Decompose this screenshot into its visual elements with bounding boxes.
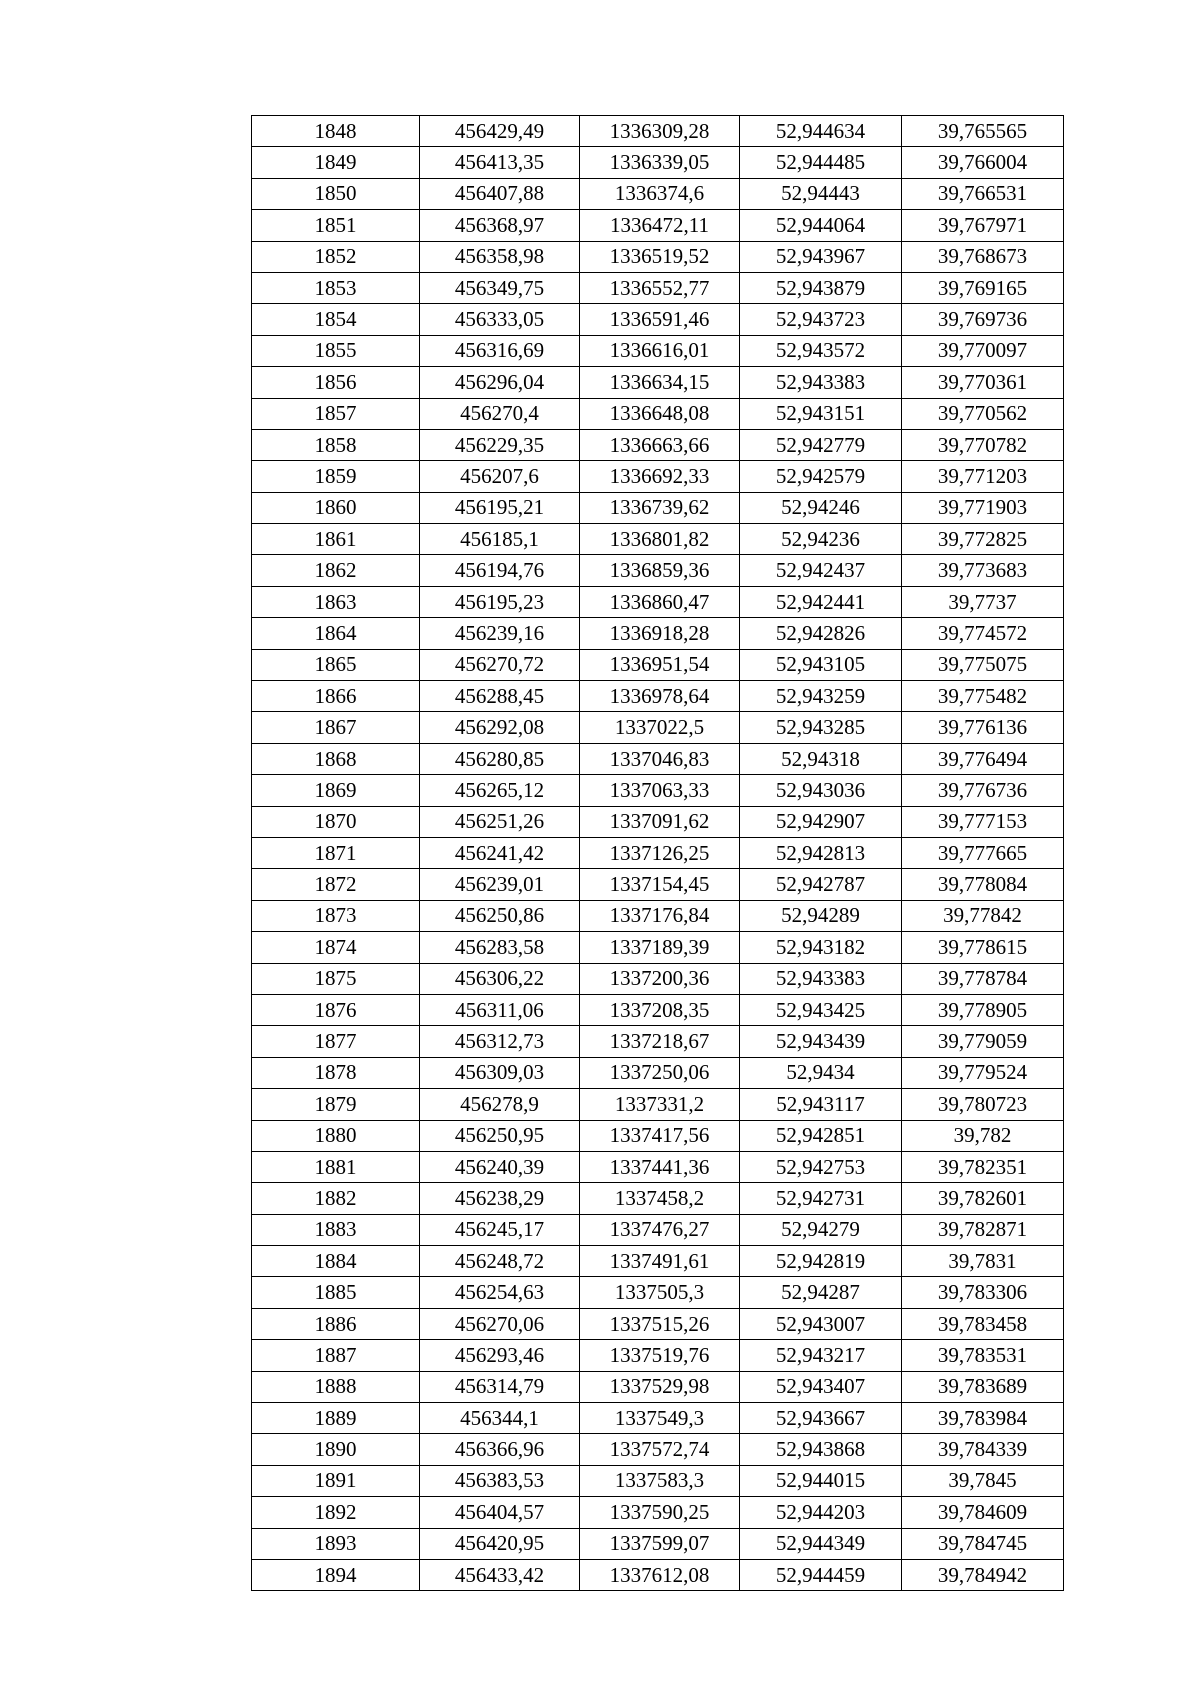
latitude-cell: 52,94443 [740,178,902,209]
y-coordinate-cell: 1337441,36 [580,1151,740,1182]
latitude-cell: 52,943036 [740,775,902,806]
longitude-cell: 39,775075 [902,649,1064,680]
latitude-cell: 52,943425 [740,994,902,1025]
y-coordinate-cell: 1336663,66 [580,429,740,460]
longitude-cell: 39,765565 [902,116,1064,147]
y-coordinate-cell: 1337250,06 [580,1057,740,1088]
y-coordinate-cell: 1337154,45 [580,869,740,900]
point-number-cell: 1867 [252,712,420,743]
x-coordinate-cell: 456312,73 [420,1026,580,1057]
table-row [252,900,1064,931]
longitude-cell: 39,766004 [902,147,1064,178]
table-row [252,806,1064,837]
table-row [252,618,1064,649]
y-coordinate-cell: 1336552,77 [580,272,740,303]
point-number-cell: 1848 [252,116,420,147]
y-coordinate-cell: 1336648,08 [580,398,740,429]
x-coordinate-cell: 456280,85 [420,743,580,774]
latitude-cell: 52,943182 [740,932,902,963]
point-number-cell: 1893 [252,1528,420,1559]
longitude-cell: 39,770562 [902,398,1064,429]
longitude-cell: 39,783458 [902,1308,1064,1339]
latitude-cell: 52,942753 [740,1151,902,1182]
x-coordinate-cell: 456248,72 [420,1246,580,1277]
longitude-cell: 39,7737 [902,586,1064,617]
point-number-cell: 1877 [252,1026,420,1057]
point-number-cell: 1849 [252,147,420,178]
latitude-cell: 52,944203 [740,1497,902,1528]
latitude-cell: 52,942437 [740,555,902,586]
x-coordinate-cell: 456250,95 [420,1120,580,1151]
longitude-cell: 39,784609 [902,1497,1064,1528]
table-row [252,335,1064,366]
latitude-cell: 52,943217 [740,1340,902,1371]
table-row [252,210,1064,241]
point-number-cell: 1891 [252,1465,420,1496]
table-row [252,524,1064,555]
table-row [252,555,1064,586]
y-coordinate-cell: 1337417,56 [580,1120,740,1151]
latitude-cell: 52,943105 [740,649,902,680]
x-coordinate-cell: 456194,76 [420,555,580,586]
longitude-cell: 39,769165 [902,272,1064,303]
x-coordinate-cell: 456239,01 [420,869,580,900]
table-row [252,1371,1064,1402]
longitude-cell: 39,778084 [902,869,1064,900]
y-coordinate-cell: 1337126,25 [580,837,740,868]
longitude-cell: 39,775482 [902,681,1064,712]
latitude-cell: 52,942787 [740,869,902,900]
longitude-cell: 39,779524 [902,1057,1064,1088]
x-coordinate-cell: 456278,9 [420,1089,580,1120]
latitude-cell: 52,942813 [740,837,902,868]
latitude-cell: 52,94236 [740,524,902,555]
x-coordinate-cell: 456306,22 [420,963,580,994]
y-coordinate-cell: 1336634,15 [580,367,740,398]
latitude-cell: 52,943285 [740,712,902,743]
x-coordinate-cell: 456358,98 [420,241,580,272]
y-coordinate-cell: 1336951,54 [580,649,740,680]
longitude-cell: 39,766531 [902,178,1064,209]
point-number-cell: 1890 [252,1434,420,1465]
point-number-cell: 1850 [252,178,420,209]
longitude-cell: 39,782871 [902,1214,1064,1245]
point-number-cell: 1862 [252,555,420,586]
table-row [252,1120,1064,1151]
point-number-cell: 1852 [252,241,420,272]
longitude-cell: 39,774572 [902,618,1064,649]
point-number-cell: 1887 [252,1340,420,1371]
y-coordinate-cell: 1337529,98 [580,1371,740,1402]
x-coordinate-cell: 456404,57 [420,1497,580,1528]
y-coordinate-cell: 1337612,08 [580,1559,740,1590]
x-coordinate-cell: 456413,35 [420,147,580,178]
longitude-cell: 39,783306 [902,1277,1064,1308]
y-coordinate-cell: 1337176,84 [580,900,740,931]
y-coordinate-cell: 1337022,5 [580,712,740,743]
x-coordinate-cell: 456311,06 [420,994,580,1025]
y-coordinate-cell: 1337063,33 [580,775,740,806]
latitude-cell: 52,942779 [740,429,902,460]
point-number-cell: 1878 [252,1057,420,1088]
y-coordinate-cell: 1337046,83 [580,743,740,774]
longitude-cell: 39,770361 [902,367,1064,398]
longitude-cell: 39,771903 [902,492,1064,523]
y-coordinate-cell: 1337549,3 [580,1403,740,1434]
x-coordinate-cell: 456195,23 [420,586,580,617]
x-coordinate-cell: 456368,97 [420,210,580,241]
latitude-cell: 52,943117 [740,1089,902,1120]
x-coordinate-cell: 456309,03 [420,1057,580,1088]
table-row [252,649,1064,680]
longitude-cell: 39,77842 [902,900,1064,931]
point-number-cell: 1884 [252,1246,420,1277]
table-row [252,994,1064,1025]
longitude-cell: 39,783689 [902,1371,1064,1402]
table-row [252,429,1064,460]
point-number-cell: 1866 [252,681,420,712]
x-coordinate-cell: 456229,35 [420,429,580,460]
latitude-cell: 52,94287 [740,1277,902,1308]
table-row [252,869,1064,900]
latitude-cell: 52,944015 [740,1465,902,1496]
table-row [252,1151,1064,1182]
table-row [252,1497,1064,1528]
latitude-cell: 52,943868 [740,1434,902,1465]
x-coordinate-cell: 456366,96 [420,1434,580,1465]
y-coordinate-cell: 1337583,3 [580,1465,740,1496]
latitude-cell: 52,943383 [740,963,902,994]
point-number-cell: 1871 [252,837,420,868]
x-coordinate-cell: 456293,46 [420,1340,580,1371]
longitude-cell: 39,773683 [902,555,1064,586]
point-number-cell: 1879 [252,1089,420,1120]
longitude-cell: 39,776494 [902,743,1064,774]
point-number-cell: 1883 [252,1214,420,1245]
point-number-cell: 1886 [252,1308,420,1339]
point-number-cell: 1869 [252,775,420,806]
longitude-cell: 39,783531 [902,1340,1064,1371]
point-number-cell: 1889 [252,1403,420,1434]
point-number-cell: 1863 [252,586,420,617]
y-coordinate-cell: 1336339,05 [580,147,740,178]
x-coordinate-cell: 456207,6 [420,461,580,492]
latitude-cell: 52,942579 [740,461,902,492]
table-row [252,241,1064,272]
latitude-cell: 52,9434 [740,1057,902,1088]
x-coordinate-cell: 456251,26 [420,806,580,837]
x-coordinate-cell: 456185,1 [420,524,580,555]
longitude-cell: 39,778905 [902,994,1064,1025]
longitude-cell: 39,770097 [902,335,1064,366]
point-number-cell: 1858 [252,429,420,460]
x-coordinate-cell: 456349,75 [420,272,580,303]
longitude-cell: 39,778784 [902,963,1064,994]
latitude-cell: 52,942731 [740,1183,902,1214]
latitude-cell: 52,94246 [740,492,902,523]
point-number-cell: 1861 [252,524,420,555]
longitude-cell: 39,782 [902,1120,1064,1151]
point-number-cell: 1873 [252,900,420,931]
longitude-cell: 39,768673 [902,241,1064,272]
table-row [252,712,1064,743]
x-coordinate-cell: 456433,42 [420,1559,580,1590]
y-coordinate-cell: 1336918,28 [580,618,740,649]
point-number-cell: 1875 [252,963,420,994]
table-row [252,837,1064,868]
longitude-cell: 39,772825 [902,524,1064,555]
x-coordinate-cell: 456270,4 [420,398,580,429]
y-coordinate-cell: 1336591,46 [580,304,740,335]
point-number-cell: 1853 [252,272,420,303]
point-number-cell: 1874 [252,932,420,963]
table-row [252,932,1064,963]
y-coordinate-cell: 1337599,07 [580,1528,740,1559]
y-coordinate-cell: 1337218,67 [580,1026,740,1057]
point-number-cell: 1880 [252,1120,420,1151]
x-coordinate-cell: 456383,53 [420,1465,580,1496]
y-coordinate-cell: 1336739,62 [580,492,740,523]
point-number-cell: 1857 [252,398,420,429]
longitude-cell: 39,769736 [902,304,1064,335]
latitude-cell: 52,943572 [740,335,902,366]
latitude-cell: 52,942819 [740,1246,902,1277]
longitude-cell: 39,776736 [902,775,1064,806]
longitude-cell: 39,7845 [902,1465,1064,1496]
x-coordinate-cell: 456245,17 [420,1214,580,1245]
x-coordinate-cell: 456407,88 [420,178,580,209]
x-coordinate-cell: 456265,12 [420,775,580,806]
longitude-cell: 39,771203 [902,461,1064,492]
longitude-cell: 39,783984 [902,1403,1064,1434]
table-row [252,1434,1064,1465]
latitude-cell: 52,943439 [740,1026,902,1057]
y-coordinate-cell: 1336978,64 [580,681,740,712]
table-row [252,1057,1064,1088]
table-row [252,963,1064,994]
longitude-cell: 39,777665 [902,837,1064,868]
latitude-cell: 52,94289 [740,900,902,931]
x-coordinate-cell: 456283,58 [420,932,580,963]
latitude-cell: 52,942441 [740,586,902,617]
latitude-cell: 52,944349 [740,1528,902,1559]
latitude-cell: 52,944485 [740,147,902,178]
y-coordinate-cell: 1336519,52 [580,241,740,272]
table-row [252,775,1064,806]
y-coordinate-cell: 1337200,36 [580,963,740,994]
y-coordinate-cell: 1336309,28 [580,116,740,147]
table-row [252,147,1064,178]
table-row [252,398,1064,429]
x-coordinate-cell: 456333,05 [420,304,580,335]
point-number-cell: 1885 [252,1277,420,1308]
table-row [252,304,1064,335]
y-coordinate-cell: 1337491,61 [580,1246,740,1277]
point-number-cell: 1876 [252,994,420,1025]
longitude-cell: 39,784942 [902,1559,1064,1590]
point-number-cell: 1892 [252,1497,420,1528]
latitude-cell: 52,943259 [740,681,902,712]
y-coordinate-cell: 1337515,26 [580,1308,740,1339]
table-row [252,1183,1064,1214]
table-row [252,492,1064,523]
table-row [252,586,1064,617]
point-number-cell: 1881 [252,1151,420,1182]
longitude-cell: 39,777153 [902,806,1064,837]
y-coordinate-cell: 1336616,01 [580,335,740,366]
x-coordinate-cell: 456429,49 [420,116,580,147]
x-coordinate-cell: 456238,29 [420,1183,580,1214]
y-coordinate-cell: 1337572,74 [580,1434,740,1465]
longitude-cell: 39,7831 [902,1246,1064,1277]
longitude-cell: 39,782601 [902,1183,1064,1214]
latitude-cell: 52,944634 [740,116,902,147]
point-number-cell: 1868 [252,743,420,774]
latitude-cell: 52,942851 [740,1120,902,1151]
longitude-cell: 39,782351 [902,1151,1064,1182]
latitude-cell: 52,942907 [740,806,902,837]
table-row [252,1528,1064,1559]
latitude-cell: 52,943879 [740,272,902,303]
y-coordinate-cell: 1336374,6 [580,178,740,209]
x-coordinate-cell: 456250,86 [420,900,580,931]
table-row [252,178,1064,209]
latitude-cell: 52,943667 [740,1403,902,1434]
latitude-cell: 52,943007 [740,1308,902,1339]
x-coordinate-cell: 456270,06 [420,1308,580,1339]
coordinates-table-body [252,116,1064,1591]
point-number-cell: 1856 [252,367,420,398]
y-coordinate-cell: 1337189,39 [580,932,740,963]
table-row [252,1559,1064,1590]
point-number-cell: 1860 [252,492,420,523]
x-coordinate-cell: 456240,39 [420,1151,580,1182]
table-row [252,1340,1064,1371]
x-coordinate-cell: 456254,63 [420,1277,580,1308]
longitude-cell: 39,779059 [902,1026,1064,1057]
x-coordinate-cell: 456270,72 [420,649,580,680]
longitude-cell: 39,784339 [902,1434,1064,1465]
y-coordinate-cell: 1337476,27 [580,1214,740,1245]
y-coordinate-cell: 1337590,25 [580,1497,740,1528]
x-coordinate-cell: 456241,42 [420,837,580,868]
x-coordinate-cell: 456292,08 [420,712,580,743]
latitude-cell: 52,94279 [740,1214,902,1245]
latitude-cell: 52,94318 [740,743,902,774]
table-row [252,367,1064,398]
y-coordinate-cell: 1337331,2 [580,1089,740,1120]
point-number-cell: 1865 [252,649,420,680]
table-row [252,116,1064,147]
longitude-cell: 39,776136 [902,712,1064,743]
longitude-cell: 39,780723 [902,1089,1064,1120]
point-number-cell: 1864 [252,618,420,649]
table-row [252,1026,1064,1057]
x-coordinate-cell: 456420,95 [420,1528,580,1559]
table-row [252,743,1064,774]
table-row [252,1277,1064,1308]
latitude-cell: 52,942826 [740,618,902,649]
point-number-cell: 1870 [252,806,420,837]
longitude-cell: 39,767971 [902,210,1064,241]
y-coordinate-cell: 1336692,33 [580,461,740,492]
longitude-cell: 39,778615 [902,932,1064,963]
coordinates-table [251,115,1064,1591]
x-coordinate-cell: 456314,79 [420,1371,580,1402]
latitude-cell: 52,943151 [740,398,902,429]
latitude-cell: 52,943967 [740,241,902,272]
x-coordinate-cell: 456316,69 [420,335,580,366]
point-number-cell: 1851 [252,210,420,241]
x-coordinate-cell: 456239,16 [420,618,580,649]
point-number-cell: 1894 [252,1559,420,1590]
y-coordinate-cell: 1337519,76 [580,1340,740,1371]
x-coordinate-cell: 456288,45 [420,681,580,712]
table-row [252,461,1064,492]
table-row [252,1089,1064,1120]
latitude-cell: 52,943407 [740,1371,902,1402]
latitude-cell: 52,943723 [740,304,902,335]
x-coordinate-cell: 456195,21 [420,492,580,523]
y-coordinate-cell: 1336860,47 [580,586,740,617]
x-coordinate-cell: 456296,04 [420,367,580,398]
y-coordinate-cell: 1337208,35 [580,994,740,1025]
table-row [252,1465,1064,1496]
y-coordinate-cell: 1336801,82 [580,524,740,555]
table-row [252,1214,1064,1245]
table-row [252,1308,1064,1339]
longitude-cell: 39,770782 [902,429,1064,460]
point-number-cell: 1888 [252,1371,420,1402]
point-number-cell: 1854 [252,304,420,335]
latitude-cell: 52,944459 [740,1559,902,1590]
point-number-cell: 1859 [252,461,420,492]
longitude-cell: 39,784745 [902,1528,1064,1559]
y-coordinate-cell: 1337091,62 [580,806,740,837]
y-coordinate-cell: 1337458,2 [580,1183,740,1214]
y-coordinate-cell: 1336472,11 [580,210,740,241]
y-coordinate-cell: 1337505,3 [580,1277,740,1308]
point-number-cell: 1855 [252,335,420,366]
point-number-cell: 1872 [252,869,420,900]
table-row [252,1246,1064,1277]
point-number-cell: 1882 [252,1183,420,1214]
y-coordinate-cell: 1336859,36 [580,555,740,586]
x-coordinate-cell: 456344,1 [420,1403,580,1434]
latitude-cell: 52,944064 [740,210,902,241]
table-row [252,681,1064,712]
table-row [252,272,1064,303]
latitude-cell: 52,943383 [740,367,902,398]
table-row [252,1403,1064,1434]
